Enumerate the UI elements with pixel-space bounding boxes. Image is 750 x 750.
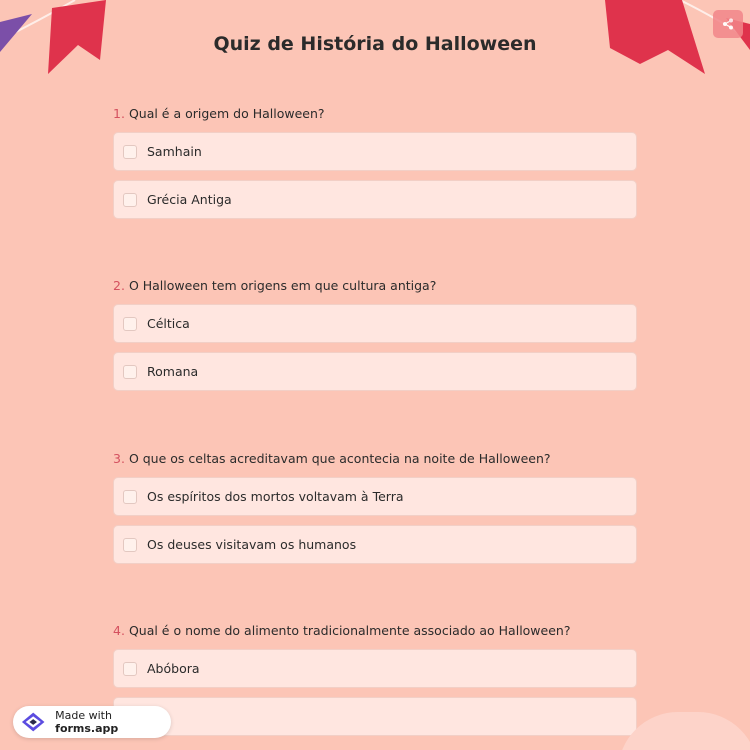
option-label: Grécia Antiga (147, 192, 232, 207)
option-samhain[interactable] (113, 132, 637, 171)
decorative-blob (618, 712, 750, 750)
question-3 (113, 449, 637, 552)
checkbox-icon[interactable] (123, 145, 137, 159)
option-espiritos[interactable] (113, 477, 637, 516)
option-grecia-antiga[interactable] (113, 180, 637, 219)
option-label: Samhain (147, 144, 202, 159)
option-label: Céltica (147, 316, 190, 331)
option-celtica[interactable] (113, 304, 637, 343)
question-label (113, 104, 637, 124)
option-label: Os deuses visitavam os humanos (147, 537, 357, 552)
badge-brand: forms.app (55, 722, 119, 735)
option-label: Os espíritos dos mortos voltavam à Terra (147, 489, 404, 504)
option-label: Abóbora (147, 661, 200, 676)
question-number: 3. (113, 451, 125, 466)
question-text: Qual é a origem do Halloween? (128, 106, 325, 121)
question-number: 1. (113, 106, 125, 121)
question-label (113, 276, 637, 296)
question-text: O Halloween tem origens em que cultura antiga? (128, 278, 437, 293)
checkbox-icon[interactable] (123, 317, 137, 331)
option-label: Romana (147, 364, 199, 379)
question-text: O que os celtas acreditavam que acontecia na noite de Halloween? (128, 451, 551, 466)
badge-text (55, 709, 171, 735)
question-2 (113, 276, 637, 379)
form-title: Quiz de História do Halloween (213, 33, 537, 55)
option-partial[interactable] (113, 697, 637, 736)
checkbox-icon[interactable] (123, 193, 137, 207)
question-text: Qual é o nome do alimento tradicionalmente associado ao Halloween? (128, 623, 571, 638)
share-icon (721, 17, 735, 31)
question-label (113, 621, 637, 641)
question-1 (113, 104, 637, 207)
question-label (113, 449, 637, 469)
checkbox-icon[interactable] (123, 538, 137, 552)
option-romana[interactable] (113, 352, 637, 391)
checkbox-icon[interactable] (123, 365, 137, 379)
made-with-badge[interactable] (13, 706, 171, 738)
question-number: 4. (113, 623, 125, 638)
option-abobora[interactable] (113, 649, 637, 688)
question-4 (113, 621, 637, 676)
option-deuses[interactable] (113, 525, 637, 564)
question-number: 2. (113, 278, 125, 293)
forms-app-logo-icon (21, 710, 49, 734)
checkbox-icon[interactable] (123, 490, 137, 504)
checkbox-icon[interactable] (123, 662, 137, 676)
badge-prefix: Made with (55, 709, 112, 722)
